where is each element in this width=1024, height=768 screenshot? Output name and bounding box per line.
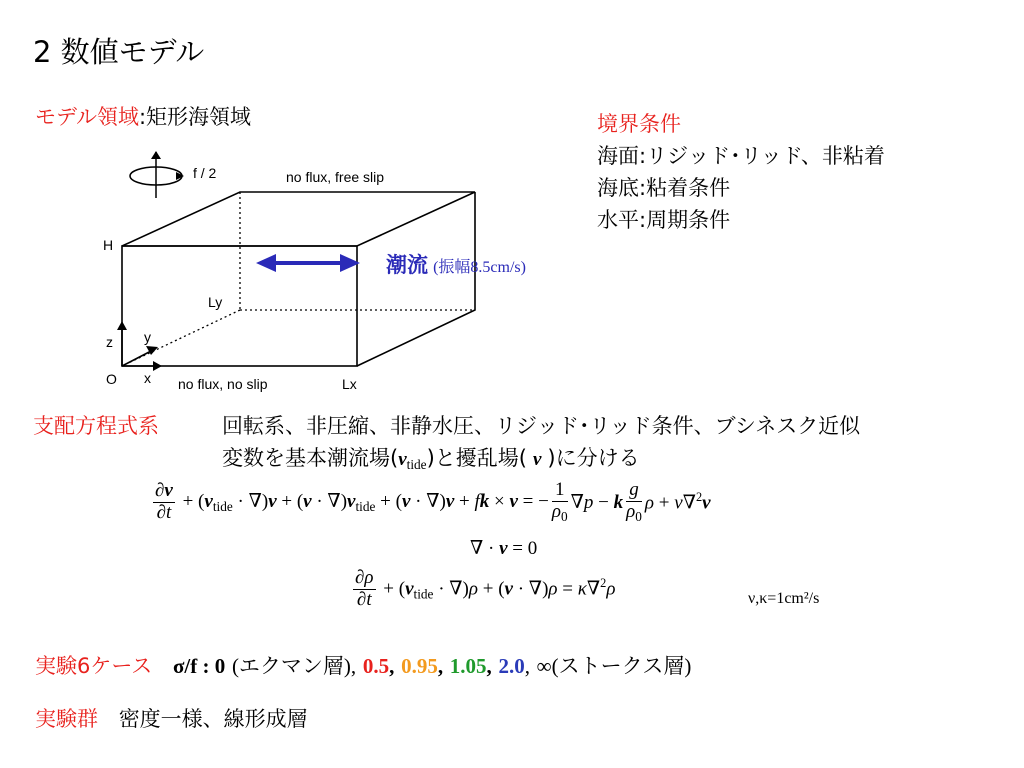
boundary-conditions — [597, 108, 885, 236]
case-0-95: 0.95 — [401, 654, 438, 678]
model-domain-label: モデル領域 — [35, 105, 139, 129]
label-O: O — [106, 371, 117, 387]
axes — [117, 321, 162, 371]
governing-line2 — [222, 442, 640, 473]
governing-label: 支配方程式系 — [33, 414, 159, 438]
v-tide-symbol: $v_{tide}$ — [398, 449, 427, 472]
governing-line2-b: )と擾乱場( — [426, 446, 527, 470]
governing-line2-a: 変数を基本潮流場( — [222, 446, 399, 470]
continuity-equation: ∇ · v = 0 — [470, 538, 538, 559]
tidal-flow-amplitude: (振幅8.5cm/s) — [433, 259, 526, 276]
experiments-line: 実験6ケース σ/f : 0 (エクマン層), 0.5, 0.95, 1.05, 2.0, ∞(ストークス層) — [35, 654, 692, 678]
case-2-0: 2.0 — [498, 654, 525, 678]
rotation-label: f / 2 — [193, 165, 217, 181]
label-Ly: Ly — [208, 294, 223, 310]
tidal-flow-label: 潮流 — [386, 253, 428, 277]
experiments-ekman: (エクマン層), — [231, 654, 357, 678]
label-x: x — [144, 370, 151, 386]
model-domain-line — [35, 101, 251, 131]
label-H: H — [103, 237, 114, 253]
group-value: 密度一様、線形成層 — [118, 707, 308, 731]
momentum-equation: $\frac{\partial v}{\partial t}$ + $(v_{tide} \cdot \nabla)v + (v \cdot \nabla)v_{tide} + (v \cdot \nabla)v$ + fk × v = − $\frac{1}{\rho_0}$ ∇p − k $\frac{g}{\rho_0}$ ρ + ν∇$^2$v — [155, 479, 711, 524]
diffusivity-params: ν,κ=1cm²/s — [748, 590, 820, 607]
boundary-line-bottom: 海底:粘着条件 — [597, 176, 731, 200]
model-domain-value: 矩形海領域 — [146, 105, 252, 129]
tidal-flow-arrow — [256, 254, 360, 272]
boundary-title: 境界条件 — [597, 112, 681, 136]
governing-line1: 回転系、非圧縮、非静水圧、リジッド･リッド条件、ブシネスク近似 — [222, 414, 861, 438]
experiments-stokes: ∞(ストークス層) — [536, 654, 692, 678]
label-Lx: Lx — [342, 376, 357, 392]
group-label: 実験群 — [35, 707, 98, 731]
v-symbol: v — [532, 449, 542, 470]
case-1-05: 1.05 — [449, 654, 487, 678]
case-0-5: 0.5 — [362, 654, 390, 678]
rotation-icon — [130, 151, 184, 198]
density-equation: $\frac{\partial\rho}{\partial t}$ + $(v_{tide} \cdot \nabla)\rho + (v \cdot \nabla)\rho = \kappa\nabla^2\rho$ — [355, 567, 616, 610]
label-z: z — [106, 334, 113, 350]
experiments-label: 実験6ケース — [35, 654, 153, 678]
experiments-prefix: σ/f : 0 — [173, 654, 226, 678]
boundary-line-surface: 海面:リジッド･リッド、非粘着 — [597, 144, 885, 168]
governing-line2-c: )に分ける — [547, 446, 640, 470]
boundary-line-horizontal: 水平:周期条件 — [597, 208, 731, 232]
top-boundary-label: no flux, free slip — [286, 169, 385, 185]
box-hidden-edges — [122, 192, 475, 366]
label-y: y — [144, 329, 151, 345]
bottom-boundary-label: no flux, no slip — [178, 376, 268, 392]
model-domain-sep: : — [138, 105, 147, 129]
page-title: 2 数値モデル — [33, 35, 205, 69]
group-line — [35, 703, 308, 733]
tidal-flow-caption — [386, 249, 526, 279]
box-edges — [122, 192, 475, 366]
